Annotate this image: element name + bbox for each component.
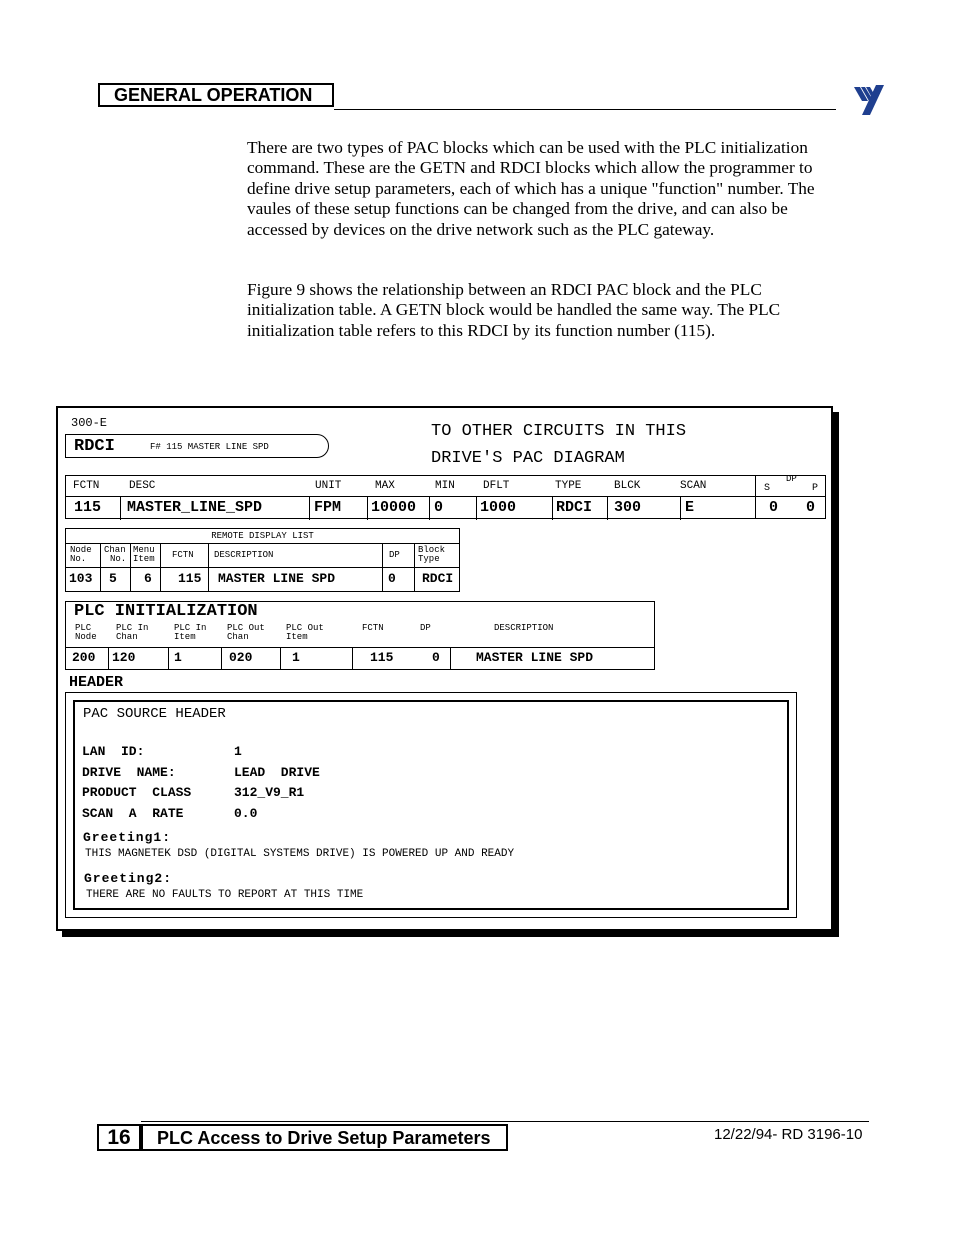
rdl-label-menu: Menu Item bbox=[133, 545, 155, 564]
pac-field-drive-name: DRIVE NAME: LEAD DRIVE bbox=[82, 764, 320, 780]
plc-label-out-chan: PLC Out Chan bbox=[227, 623, 265, 642]
value-p: 0 bbox=[806, 499, 816, 516]
parameter-values-row bbox=[66, 496, 825, 520]
rdl-value-node: 103 bbox=[69, 571, 93, 586]
plc-label-in-item: PLC In Item bbox=[174, 623, 207, 642]
rdl-label-dp: DP bbox=[389, 550, 400, 560]
value-min: 0 bbox=[434, 499, 444, 516]
pac-field-lan-id: LAN ID: 1 bbox=[82, 744, 242, 759]
label-dp: DP bbox=[786, 474, 797, 484]
pac-diagram-figure bbox=[56, 406, 833, 931]
plc-initialization-table bbox=[65, 601, 655, 670]
value-fctn: 115 bbox=[74, 499, 102, 516]
company-logo-icon bbox=[852, 83, 886, 117]
label-scan: SCAN bbox=[680, 480, 707, 492]
label-min: MIN bbox=[435, 480, 455, 492]
label-desc: DESC bbox=[129, 480, 156, 492]
rdl-label-node: Node No. bbox=[70, 545, 92, 564]
value-unit: FPM bbox=[314, 499, 342, 516]
plc-label-fctn: FCTN bbox=[362, 623, 384, 633]
block-name: RDCI bbox=[74, 437, 115, 456]
section-header: GENERAL OPERATION bbox=[98, 83, 334, 107]
value-type: RDCI bbox=[556, 499, 593, 516]
rdl-value-desc: MASTER LINE SPD bbox=[218, 571, 336, 586]
value-dflt: 1000 bbox=[480, 499, 517, 516]
rdl-value-menu: 6 bbox=[144, 571, 152, 586]
parameter-table bbox=[65, 475, 826, 519]
label-blck: BLCK bbox=[614, 480, 641, 492]
rdl-title: REMOTE DISPLAY LIST bbox=[211, 531, 314, 541]
rdl-value-block: RDCI bbox=[422, 571, 454, 586]
rdci-block-tag bbox=[65, 434, 329, 458]
plc-label-node: PLC Node bbox=[75, 623, 97, 642]
plc-title: PLC INITIALIZATION bbox=[74, 602, 258, 621]
pac-field-scan-rate: SCAN A RATE 0.0 bbox=[82, 805, 258, 821]
rdl-label-block: Block Type bbox=[418, 545, 446, 564]
greeting2-label: Greeting2: bbox=[84, 871, 173, 886]
footer-rule bbox=[141, 1121, 869, 1122]
drive-id: 300-E bbox=[71, 416, 108, 430]
plc-value-node: 200 bbox=[72, 650, 96, 665]
plc-label-in-chan: PLC In Chan bbox=[116, 623, 149, 642]
label-unit: UNIT bbox=[315, 480, 342, 492]
rdl-value-dp: 0 bbox=[388, 571, 396, 586]
plc-value-in-item: 1 bbox=[174, 650, 182, 665]
plc-label-out-item: PLC Out Item bbox=[286, 623, 324, 642]
value-desc: MASTER_LINE_SPD bbox=[127, 499, 263, 516]
label-max: MAX bbox=[375, 480, 395, 492]
value-blck: 300 bbox=[614, 499, 642, 516]
body-paragraph-2: Figure 9 shows the relationship between an RDCI PAC block and the PLC initialization table. A GETN block would be handled the same way. The PLC initialization table refers to this RDCI by its function number (115). bbox=[247, 280, 781, 340]
label-type: TYPE bbox=[555, 480, 582, 492]
block-subtitle: F# 115 MASTER LINE SPD bbox=[150, 442, 269, 452]
label-s: S bbox=[764, 483, 771, 494]
rdl-label-fctn: FCTN bbox=[172, 550, 194, 560]
remote-display-list bbox=[65, 528, 460, 592]
pac-header-outer bbox=[65, 692, 797, 918]
plc-label-desc: DESCRIPTION bbox=[494, 623, 554, 633]
circuit-note bbox=[431, 418, 686, 472]
plc-value-desc: MASTER LINE SPD bbox=[476, 650, 594, 665]
circuit-note-line2: DRIVE'S PAC DIAGRAM bbox=[431, 449, 625, 468]
value-scan: E bbox=[685, 499, 695, 516]
pac-header-title: PAC SOURCE HEADER bbox=[83, 706, 226, 722]
plc-value-out-chan: 020 bbox=[229, 650, 253, 665]
value-s: 0 bbox=[769, 499, 779, 516]
footer-title: PLC Access to Drive Setup Parameters bbox=[141, 1124, 508, 1151]
label-p: P bbox=[812, 483, 819, 494]
page-number: 16 bbox=[97, 1124, 141, 1151]
plc-value-out-item: 1 bbox=[292, 650, 300, 665]
body-paragraph-1: There are two types of PAC blocks which can be used with the PLC initialization command. These are the GETN and RDCI blocks which allow the programmer to define drive setup parameters, each of which has a unique "function" number. The vaules of these setup functions can be changed from the drive, and can also be accessed by devices on the drive network such as the PLC gateway. bbox=[247, 138, 815, 239]
greeting1-text: THIS MAGNETEK DSD (DIGITAL SYSTEMS DRIVE) IS POWERED UP AND READY bbox=[85, 848, 515, 860]
header-rule bbox=[334, 109, 836, 110]
label-fctn: FCTN bbox=[73, 480, 100, 492]
plc-label-dp: DP bbox=[420, 623, 431, 633]
rdl-label-desc: DESCRIPTION bbox=[214, 550, 274, 560]
pac-header-fields bbox=[82, 742, 320, 824]
greeting2-text: THERE ARE NO FAULTS TO REPORT AT THIS TIME bbox=[86, 889, 364, 901]
document-reference: 12/22/94- RD 3196-10 bbox=[714, 1126, 863, 1143]
greeting1-label: Greeting1: bbox=[83, 830, 172, 845]
pac-header-box bbox=[73, 700, 789, 910]
plc-value-in-chan: 120 bbox=[112, 650, 136, 665]
rdl-value-fctn: 115 bbox=[178, 571, 202, 586]
header-section-label: HEADER bbox=[69, 674, 124, 691]
rdl-value-chan: 5 bbox=[109, 571, 117, 586]
plc-value-fctn: 115 bbox=[370, 650, 394, 665]
pac-field-product-class: PRODUCT CLASS 312_V9_R1 bbox=[82, 785, 305, 800]
rdl-label-chan: Chan No. bbox=[104, 545, 127, 564]
label-dflt: DFLT bbox=[483, 480, 510, 492]
plc-value-dp: 0 bbox=[432, 650, 440, 665]
circuit-note-line1: TO OTHER CIRCUITS IN THIS bbox=[431, 422, 687, 441]
value-max: 10000 bbox=[371, 499, 417, 516]
